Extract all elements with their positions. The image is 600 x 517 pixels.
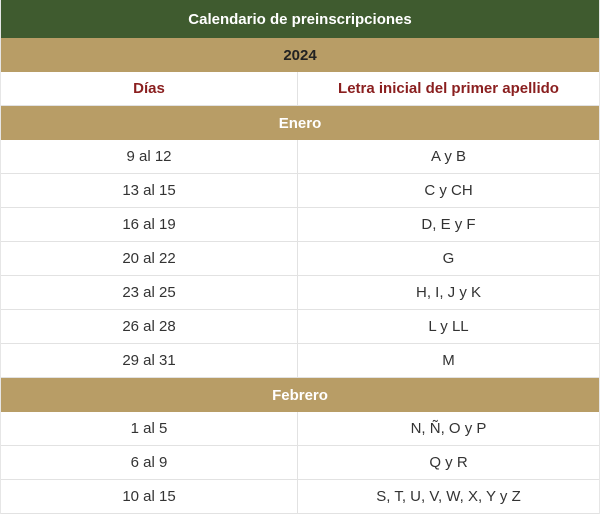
letters-cell: G [442,250,455,267]
month-band-enero: Enero [1,106,599,140]
table-row [1,140,599,174]
days-cell: 16 al 19 [1,208,298,241]
days-cell: 13 al 15 [1,174,298,207]
letters-cell: L y LL [428,318,469,335]
table-row [1,276,599,310]
table-row [1,242,599,276]
days-cell: 29 al 31 [1,344,298,377]
month-band-febrero: Febrero [1,378,599,412]
letters-cell: C y CH [424,182,473,199]
table-row [1,208,599,242]
days-cell: 6 al 9 [1,446,298,479]
header-letter: Letra inicial del primer apellido [338,80,559,97]
days-cell: 20 al 22 [1,242,298,275]
table-row [1,174,599,208]
letters-cell: S, T, U, V, W, X, Y y Z [376,488,521,505]
column-headers [1,72,599,106]
letters-cell: D, E y F [421,216,476,233]
table-row [1,412,599,446]
table-row [1,480,599,514]
letters-cell: A y B [430,148,467,165]
letters-cell: H, I, J y K [416,284,482,301]
days-cell: 10 al 15 [1,480,298,513]
table-row [1,446,599,480]
table-row [1,310,599,344]
year-band: 2024 [1,38,599,72]
letters-cell: N, Ñ, O y P [410,420,487,437]
days-cell: 9 al 12 [1,140,298,173]
table-row [1,344,599,378]
letters-cell: M [442,352,455,369]
days-cell: 23 al 25 [1,276,298,309]
days-cell: 26 al 28 [1,310,298,343]
table-title: Calendario de preinscripciones [1,0,599,38]
letters-cell: Q y R [429,454,468,471]
header-days: Días [1,72,298,105]
days-cell: 1 al 5 [1,412,298,445]
